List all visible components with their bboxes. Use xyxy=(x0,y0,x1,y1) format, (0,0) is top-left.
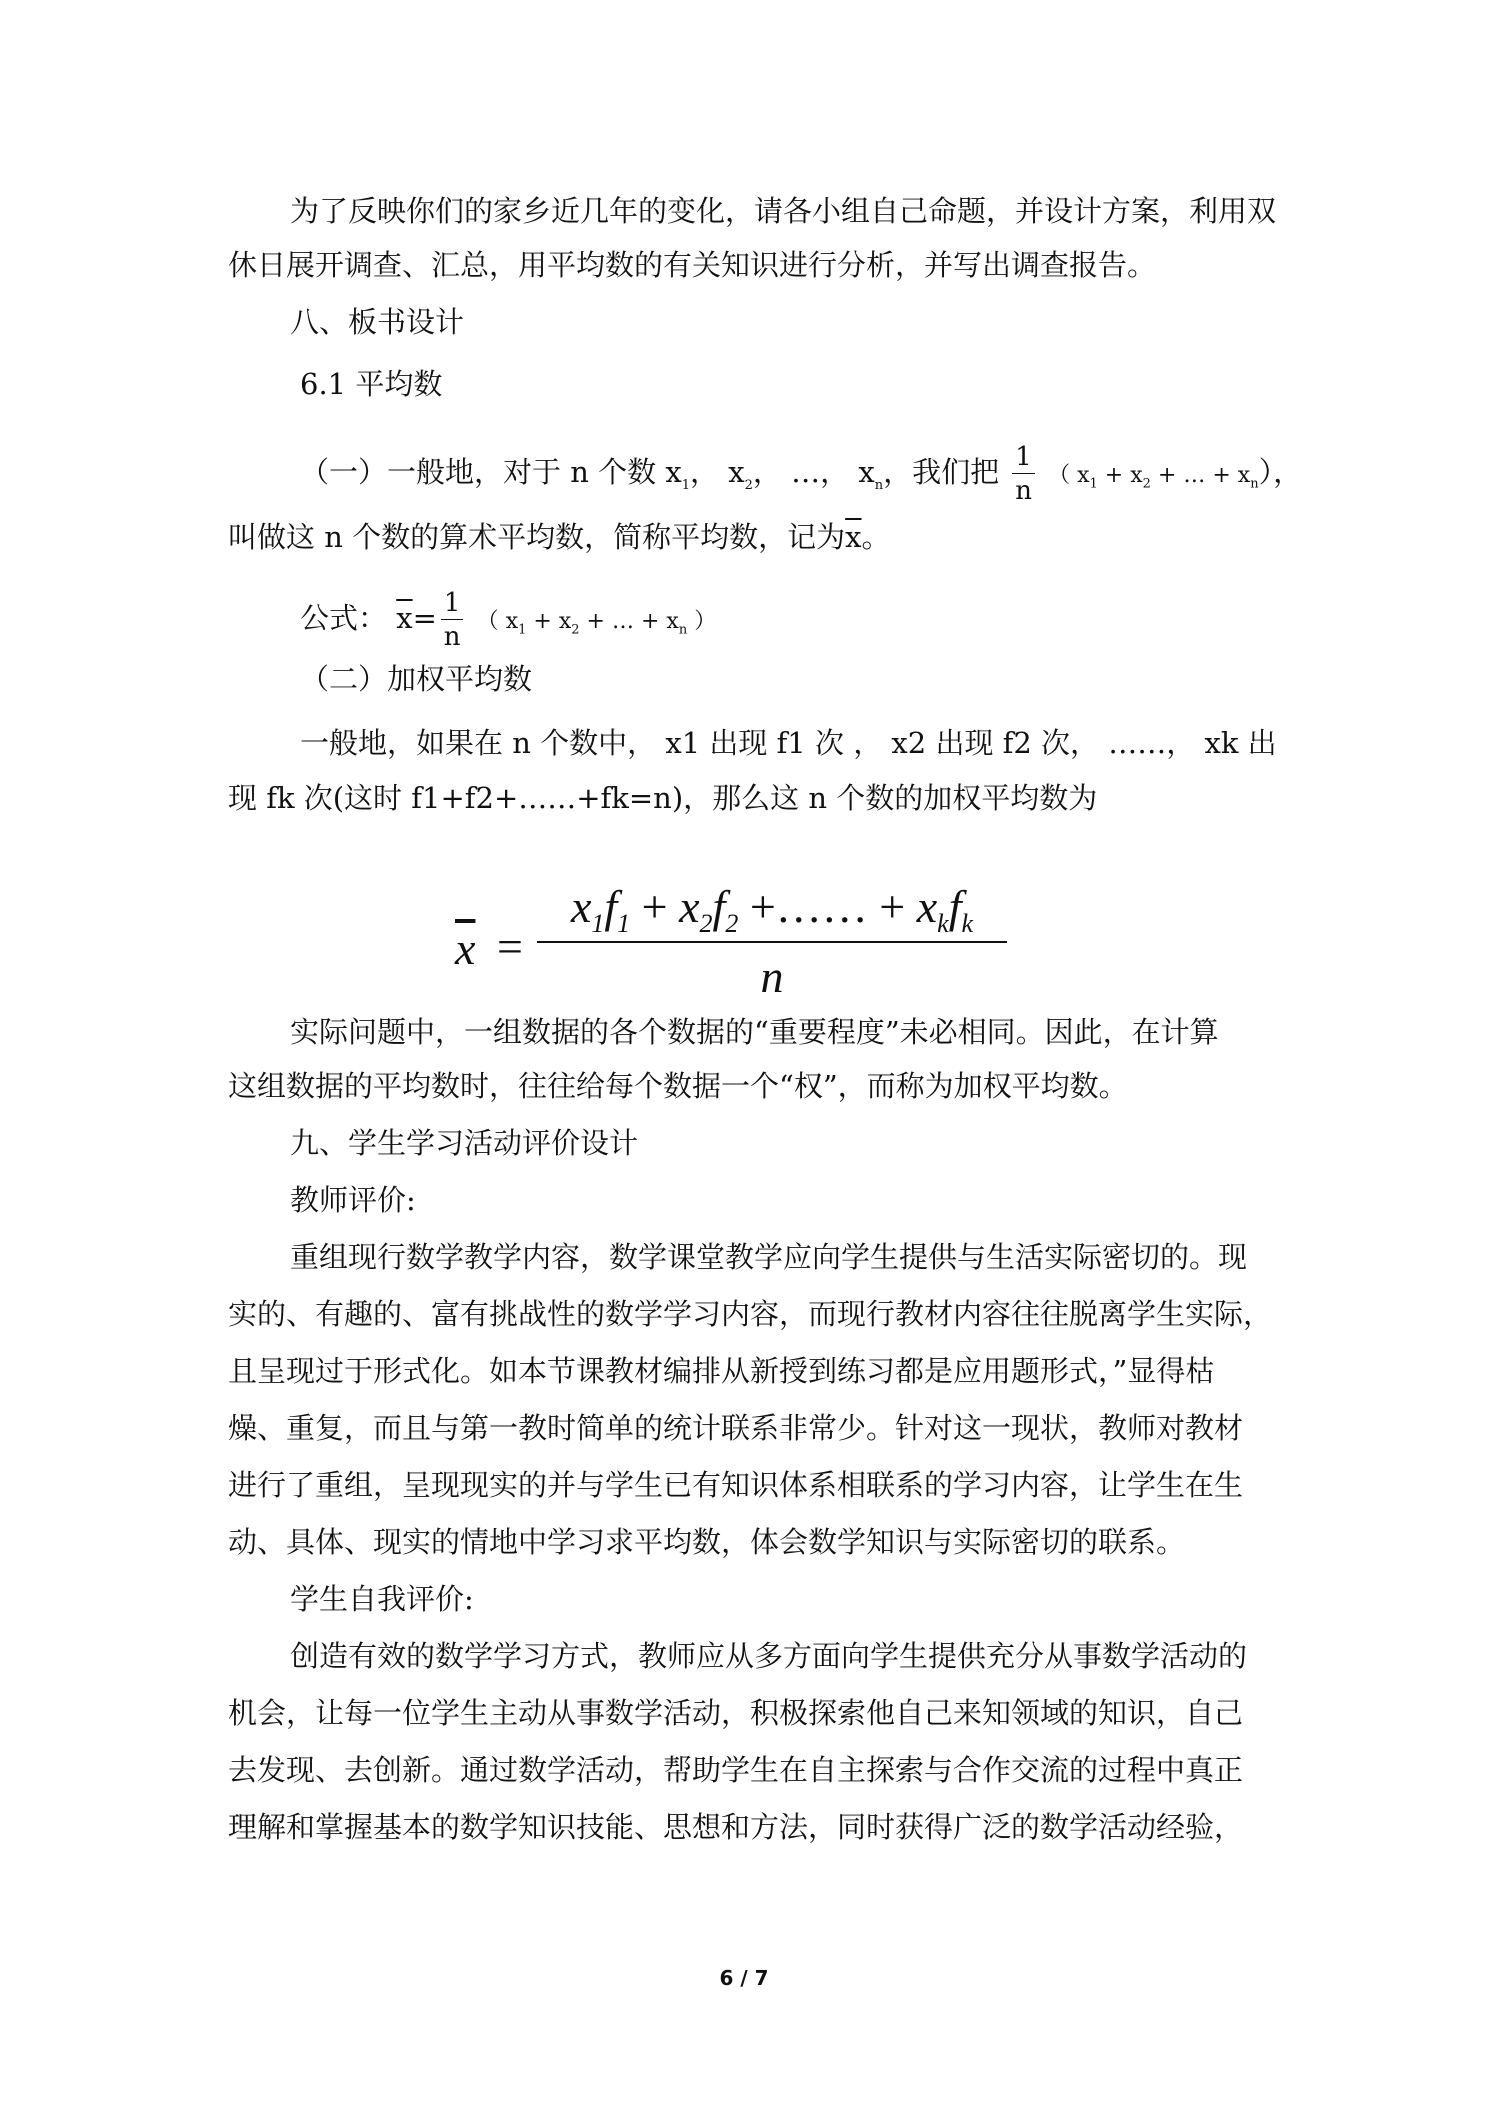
x-bar-symbol: $\overline{x}$ xyxy=(845,520,862,554)
punct: ， xyxy=(752,455,782,489)
paragraph-line: 实的、有趣的、富有挑战性的数学学习内容，而现行教材内容往往脱离学生实际， xyxy=(228,1297,1273,1331)
equals-sign: = xyxy=(412,601,437,635)
paragraph-line: 重组现行数学教学内容，数学课堂教学应向学生提供与生活实际密切的。现 xyxy=(290,1240,1248,1274)
x-bar-symbol: $\overline{x}$ xyxy=(396,601,413,635)
paragraph-line: 一般地，如果在 n 个数中， x1 出现 f1 次 ， x2 出现 f2 次， ……， xk 出 xyxy=(300,726,1277,760)
punct: 。 xyxy=(861,520,891,554)
paragraph-line: 理解和掌握基本的数学知识技能、思想和方法，同时获得广泛的数学活动经验， xyxy=(228,1810,1244,1844)
paragraph-line: 动、具体、现实的情地中学习求平均数，体会数学知识与实际密切的联系。 xyxy=(228,1525,1186,1559)
ellipsis: … xyxy=(791,455,821,489)
def-text: ）， xyxy=(1258,455,1303,489)
paragraph-line: 且呈现过于形式化。如本节课教材编排从新授到练习都是应用题形式，”显得枯 xyxy=(228,1354,1215,1388)
fraction-numerator: 1 xyxy=(441,590,464,620)
punct: ， xyxy=(820,455,850,489)
subsection-title: 6.1 平均数 xyxy=(300,367,443,401)
sum-expression: （ $x_1 + x_2$ + … + $x_n$ ） xyxy=(476,609,717,638)
fraction-denominator: n xyxy=(443,622,461,652)
formula-lhs-xbar: $\overline{x}$ xyxy=(455,923,476,974)
paragraph-line: 创造有效的数学学习方式，教师应从多方面向学生提供充分从事数学活动的 xyxy=(290,1639,1248,1673)
paragraph-line: 这组数据的平均数时，往往给每个数据一个“权”，而称为加权平均数。 xyxy=(228,1069,1128,1103)
weighted-mean-formula xyxy=(455,880,1055,1010)
def-text: （一）一般地，对于 n 个数 x xyxy=(300,455,682,489)
formula-label: 公式： xyxy=(300,601,388,635)
punct: ， xyxy=(689,455,719,489)
subheading-teacher: 教师评价: xyxy=(290,1183,416,1217)
paragraph-line: 实际问题中，一组数据的各个数据的“重要程度”未必相同。因此，在计算 xyxy=(290,1015,1219,1049)
paragraph-line: 去发现、去创新。通过数学活动，帮助学生在自主探索与合作交流的过程中真正 xyxy=(228,1753,1244,1787)
subscript: n xyxy=(874,477,884,493)
fraction-numerator: 1 xyxy=(1012,444,1035,474)
subsection-title-weighted: （二）加权平均数 xyxy=(300,662,533,696)
page-number: 6 / 7 xyxy=(719,1966,769,1990)
formula-numerator: $x_1f_1 + x_2f_2$ +…… + $x_kf_k$ xyxy=(570,881,974,939)
subscript: 2 xyxy=(744,477,753,493)
definition-line-2 xyxy=(228,518,1268,556)
formula-line xyxy=(300,590,1340,650)
paragraph-line: 为了反映你们的家乡近几年的变化，请各小组自己命题，并设计方案，利用双 xyxy=(290,194,1277,228)
def-text: ，我们把 xyxy=(883,455,1000,489)
paragraph-line: 现 fk 次(这时 f1+f2+……+fk=n)，那么这 n 个数的加权平均数为 xyxy=(228,781,1098,815)
definition-line-1 xyxy=(300,444,1340,505)
paragraph-line: 燥、重复，而且与第一教时简单的统计联系非常少。针对这一现状，教师对教材 xyxy=(228,1411,1244,1445)
fraction-denominator: n xyxy=(1015,476,1032,506)
var-x: x xyxy=(728,455,745,489)
formula-fraction-bar xyxy=(537,941,1007,943)
section-heading-8: 八、板书设计 xyxy=(290,305,465,339)
paragraph-line: 机会，让每一位学生主动从事数学活动，积极探索他自己来知领域的知识，自己 xyxy=(228,1696,1244,1730)
sum-expression: （ $x_1 + x_2$ + … + $x_n$ xyxy=(1048,463,1259,492)
paragraph-line: 进行了重组，呈现现实的并与学生已有知识体系相联系的学习内容，让学生在生 xyxy=(228,1468,1244,1502)
subheading-self-eval: 学生自我评价: xyxy=(290,1582,474,1616)
var-x: x xyxy=(858,455,875,489)
subscript: 1 xyxy=(681,477,690,493)
paragraph-line: 休日展开调查、汇总，用平均数的有关知识进行分析，并写出调查报告。 xyxy=(228,248,1157,282)
def-text: 叫做这 n 个数的算术平均数，简称平均数，记为 xyxy=(228,520,846,554)
formula-equals: = xyxy=(497,921,523,972)
section-heading-9: 九、学生学习活动评价设计 xyxy=(290,1126,639,1160)
fraction-one-over-n xyxy=(1012,444,1035,504)
fraction-one-over-n xyxy=(441,590,464,650)
formula-denominator: n xyxy=(760,951,784,1002)
